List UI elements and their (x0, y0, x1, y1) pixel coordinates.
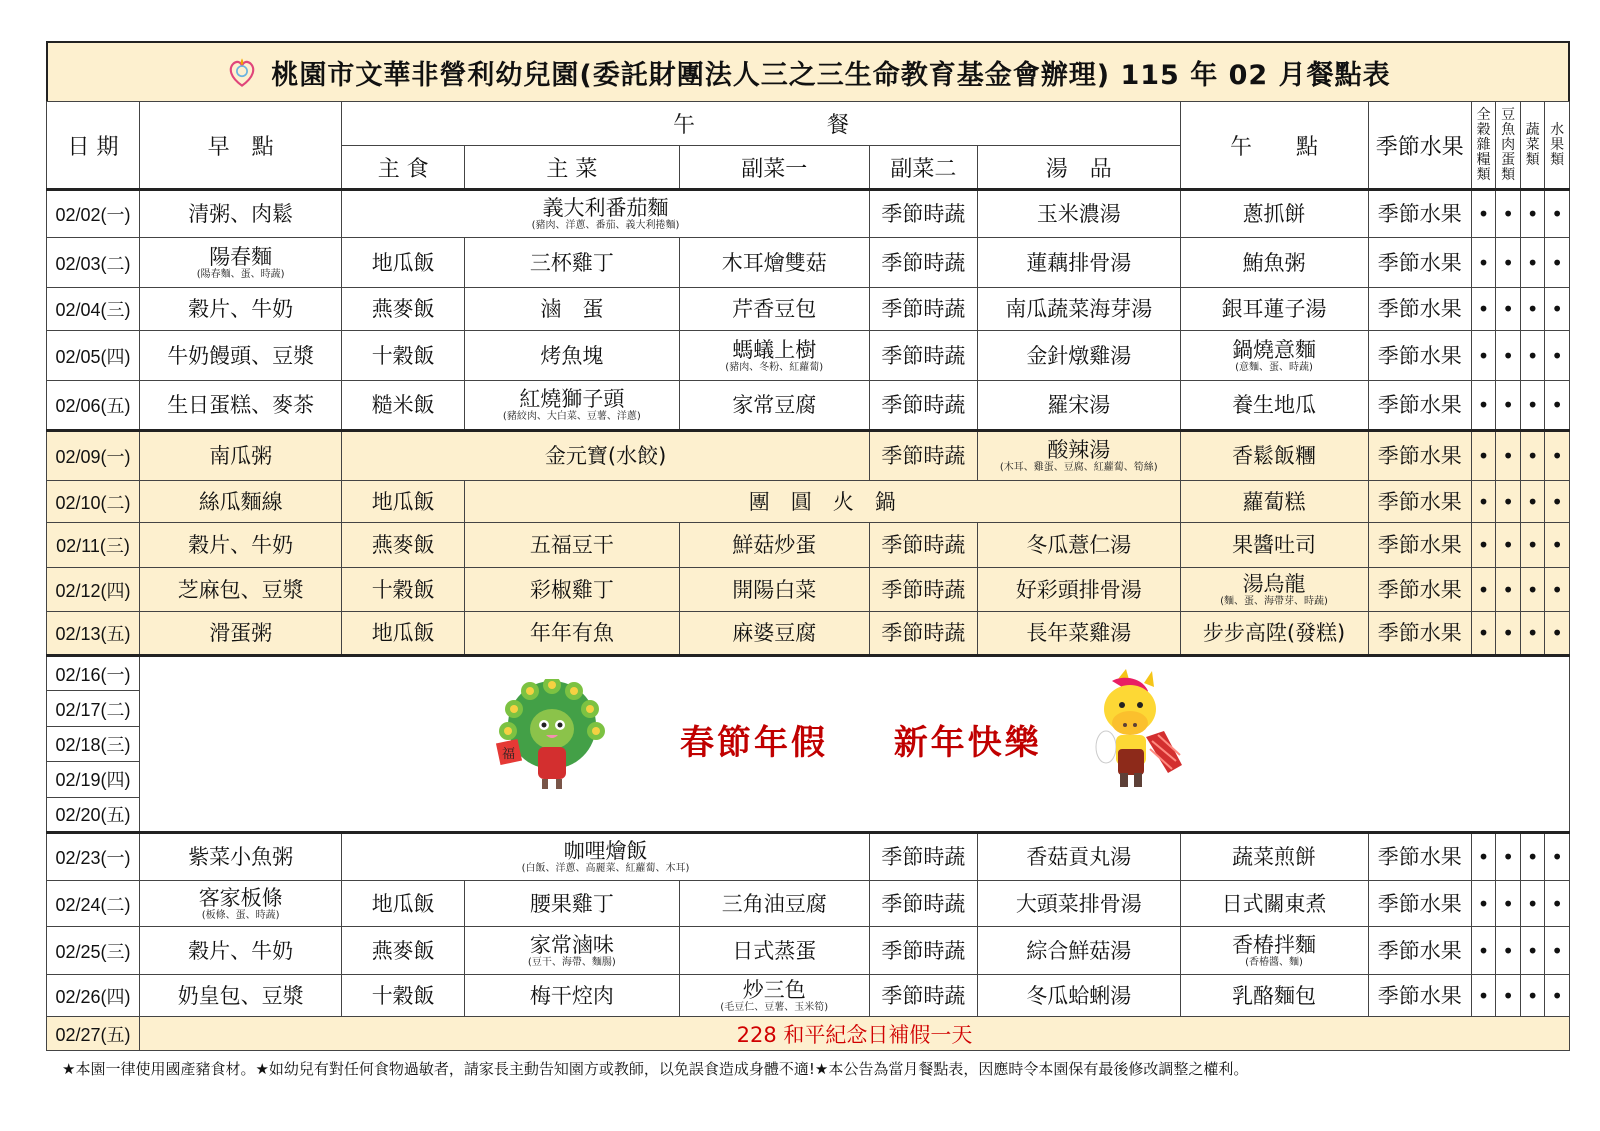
table-row (47, 833, 1570, 881)
snack-cell: 乳酪麵包 (1232, 983, 1317, 1008)
table-row (47, 238, 1570, 288)
date-cell: 02/09(一) (47, 431, 140, 481)
breakfast-cell: 滑蛋粥 (209, 621, 273, 645)
side1-cell: 螞蟻上樹 (732, 337, 817, 362)
peacock-icon (490, 679, 614, 791)
main-dish-cell: 彩椒雞丁 (529, 577, 614, 602)
side2-cell: 季節時蔬 (881, 343, 966, 368)
soup-cell: 大頭菜排骨湯 (1015, 891, 1142, 916)
side1-cell: 麻婆豆腐 (732, 621, 817, 645)
fruit-cell: 季節水果 (1377, 297, 1462, 321)
side2-cell: 季節時蔬 (881, 983, 966, 1008)
side1-cell: 木耳燴雙菇 (721, 250, 827, 275)
page-title: 桃園市文華非營利幼兒園(委託財團法人三之三生命教育基金會辦理) 115 年 02 月餐點表 (271, 59, 1391, 91)
grain-dot: • (1471, 331, 1496, 381)
lunch-combined-cell: 咖哩燴飯 (563, 839, 648, 863)
header-veg: 蔬菜類 (1525, 121, 1540, 168)
lunch-combined-cell: 金元寶(水餃) (544, 444, 667, 468)
date-cell: 02/04(三) (47, 288, 140, 331)
header-soup: 湯 品 (978, 146, 1180, 190)
veg-dot: • (1520, 975, 1545, 1017)
date-cell: 02/12(四) (47, 568, 140, 612)
header-fruit: 季節水果 (1368, 102, 1471, 190)
side1-cell: 開陽白菜 (732, 577, 817, 602)
grain-dot: • (1471, 927, 1496, 975)
snack-cell: 鍋燒意麵 (1232, 337, 1317, 362)
fruit-cell: 季節水果 (1377, 533, 1462, 557)
date-cell: 02/13(五) (47, 612, 140, 656)
table-row (47, 656, 1570, 691)
header-fruit-cat: 水果類 (1550, 121, 1565, 168)
protein-dot: • (1496, 975, 1521, 1017)
date-cell: 02/20(五) (47, 797, 140, 832)
snack-cell: 鮪魚粥 (1242, 250, 1306, 275)
header-protein: 豆魚肉蛋類 (1501, 106, 1516, 183)
holiday-text-newyear: 新年快樂 (893, 723, 1042, 763)
side1-ingredients: (毛豆仁、豆薯、玉米筍) (720, 1001, 829, 1013)
menu-sheet (46, 41, 1570, 1051)
fruit-dot: • (1545, 288, 1570, 331)
side2-cell: 季節時蔬 (881, 202, 966, 226)
fruit-dot: • (1545, 881, 1570, 927)
soup-ingredients: (木耳、雞蛋、豆腐、紅蘿蔔、筍絲) (999, 462, 1158, 473)
header-staple: 主 食 (342, 146, 465, 190)
date-cell: 02/03(二) (47, 238, 140, 288)
veg-dot: • (1520, 238, 1545, 288)
breakfast-cell: 牛奶饅頭、豆漿 (167, 343, 315, 368)
breakfast-cell: 客家板條 (198, 885, 283, 910)
fruit-cell: 季節水果 (1377, 938, 1462, 963)
meal-table (46, 101, 1570, 1051)
date-cell: 02/27(五) (47, 1017, 140, 1051)
header-main-dish: 主 菜 (465, 146, 680, 190)
date-cell: 02/06(五) (47, 381, 140, 431)
snack-cell: 蘿蔔糕 (1242, 489, 1306, 514)
soup-cell: 羅宋湯 (1047, 393, 1111, 417)
fruit-dot: • (1545, 238, 1570, 288)
snack-cell: 果醬吐司 (1232, 533, 1317, 557)
grain-dot: • (1471, 975, 1496, 1017)
holiday-text-spring: 春節年假 (680, 723, 828, 763)
snack-cell: 銀耳蓮子湯 (1221, 297, 1327, 321)
side2-cell: 季節時蔬 (881, 938, 966, 963)
breakfast-cell: 芝麻包、豆漿 (177, 577, 304, 602)
staple-cell: 燕麥飯 (371, 533, 435, 557)
fruit-dot: • (1545, 975, 1570, 1017)
header-breakfast: 早 點 (140, 102, 342, 190)
main-dish-cell: 紅燒獅子頭 (519, 387, 625, 411)
table-row (47, 523, 1570, 568)
fruit-cell: 季節水果 (1377, 577, 1462, 602)
grain-dot: • (1471, 612, 1496, 656)
main-dish-cell: 腰果雞丁 (529, 891, 614, 916)
veg-dot: • (1520, 523, 1545, 568)
staple-cell: 地瓜飯 (371, 250, 435, 275)
protein-dot: • (1496, 523, 1521, 568)
main-dish-cell: 烤魚塊 (540, 343, 604, 368)
snack-cell: 養生地瓜 (1232, 393, 1317, 417)
veg-dot: • (1520, 431, 1545, 481)
protein-dot: • (1496, 568, 1521, 612)
side2-cell: 季節時蔬 (881, 621, 966, 645)
fruit-dot: • (1545, 523, 1570, 568)
soup-cell: 酸辣湯 (1047, 438, 1111, 462)
makeup-holiday-notice: 228 和平紀念日補假一天 (736, 1022, 973, 1047)
side2-cell: 季節時蔬 (881, 444, 966, 468)
date-cell: 02/19(四) (47, 762, 140, 797)
side1-cell: 日式蒸蛋 (732, 938, 817, 963)
header-grain: 全穀雜糧類 (1476, 106, 1491, 183)
breakfast-cell: 穀片、牛奶 (188, 533, 294, 557)
staple-cell: 地瓜飯 (371, 489, 435, 514)
soup-cell: 蓮藕排骨湯 (1026, 250, 1132, 275)
horse-icon (1082, 669, 1194, 799)
veg-dot: • (1520, 568, 1545, 612)
fruit-cell: 季節水果 (1377, 621, 1462, 645)
fruit-dot: • (1545, 833, 1570, 881)
table-row (47, 431, 1570, 481)
protein-dot: • (1496, 190, 1521, 238)
table-row (47, 481, 1570, 523)
breakfast-cell: 絲瓜麵線 (198, 489, 283, 514)
grain-dot: • (1471, 431, 1496, 481)
table-row (47, 975, 1570, 1017)
soup-cell: 南瓜蔬菜海芽湯 (1005, 297, 1153, 321)
side2-cell: 季節時蔬 (881, 250, 966, 275)
date-cell: 02/10(二) (47, 481, 140, 523)
snack-cell: 日式關東煮 (1221, 891, 1327, 916)
grain-dot: • (1471, 523, 1496, 568)
table-row (47, 1017, 1570, 1051)
side2-cell: 季節時蔬 (881, 533, 966, 557)
header-snack: 午 點 (1180, 102, 1368, 190)
breakfast-ingredients: (板條、蛋、時蔬) (201, 909, 280, 921)
fruit-cell: 季節水果 (1377, 202, 1462, 226)
grain-dot: • (1471, 288, 1496, 331)
fruit-dot: • (1545, 481, 1570, 523)
staple-cell: 地瓜飯 (371, 621, 435, 645)
veg-dot: • (1520, 881, 1545, 927)
main-dish-cell: 三杯雞丁 (529, 250, 614, 275)
side1-cell: 炒三色 (742, 977, 806, 1002)
protein-dot: • (1496, 481, 1521, 523)
veg-dot: • (1520, 381, 1545, 431)
snack-cell: 步步高陞(發糕) (1202, 621, 1346, 645)
grain-dot: • (1471, 381, 1496, 431)
fruit-cell: 季節水果 (1377, 343, 1462, 368)
side1-cell: 三角油豆腐 (721, 891, 827, 916)
fortune-badge-text: 福 (502, 747, 516, 762)
table-row (47, 927, 1570, 975)
side1-cell: 家常豆腐 (732, 393, 817, 417)
date-cell: 02/11(三) (47, 523, 140, 568)
table-row (47, 881, 1570, 927)
breakfast-cell: 生日蛋糕、麥茶 (167, 393, 315, 417)
soup-cell: 冬瓜蛤蜊湯 (1026, 983, 1132, 1008)
soup-cell: 金針燉雞湯 (1026, 343, 1132, 368)
fruit-dot: • (1545, 331, 1570, 381)
table-row (47, 568, 1570, 612)
fruit-cell: 季節水果 (1377, 845, 1462, 869)
fruit-dot: • (1545, 568, 1570, 612)
fruit-cell: 季節水果 (1377, 444, 1462, 468)
table-row (47, 381, 1570, 431)
date-cell: 02/23(一) (47, 833, 140, 881)
table-row (47, 612, 1570, 656)
veg-dot: • (1520, 612, 1545, 656)
breakfast-cell: 紫菜小魚粥 (188, 845, 294, 869)
lunch-combined-cell: 義大利番茄麵 (542, 196, 669, 220)
staple-cell: 地瓜飯 (371, 891, 435, 916)
fruit-dot: • (1545, 381, 1570, 431)
soup-cell: 綜合鮮菇湯 (1026, 938, 1132, 963)
main-dish-cell: 年年有魚 (529, 621, 614, 645)
date-cell: 02/05(四) (47, 331, 140, 381)
veg-dot: • (1520, 288, 1545, 331)
snack-ingredients: (意麵、蛋、時蔬) (1235, 361, 1313, 373)
date-cell: 02/16(一) (47, 656, 140, 691)
protein-dot: • (1496, 331, 1521, 381)
breakfast-cell: 奶皇包、豆漿 (177, 983, 304, 1008)
soup-cell: 冬瓜薏仁湯 (1026, 533, 1132, 557)
side2-cell: 季節時蔬 (881, 891, 966, 916)
grain-dot: • (1471, 238, 1496, 288)
header-side1: 副菜一 (679, 146, 869, 190)
fruit-dot: • (1545, 190, 1570, 238)
fruit-cell: 季節水果 (1377, 891, 1462, 916)
protein-dot: • (1496, 288, 1521, 331)
hotpot-cell: 團 圓 火 鍋 (748, 489, 896, 514)
grain-dot: • (1471, 481, 1496, 523)
staple-cell: 燕麥飯 (371, 938, 435, 963)
date-cell: 02/17(二) (47, 691, 140, 726)
breakfast-cell: 穀片、牛奶 (188, 938, 294, 963)
table-row (47, 331, 1570, 381)
fruit-cell: 季節水果 (1377, 983, 1462, 1008)
grain-dot: • (1471, 568, 1496, 612)
breakfast-cell: 穀片、牛奶 (188, 297, 294, 321)
main-ingredients: (豬絞肉、大白菜、豆薯、洋蔥) (502, 411, 641, 422)
staple-cell: 燕麥飯 (371, 297, 435, 321)
side2-cell: 季節時蔬 (881, 393, 966, 417)
date-cell: 02/24(二) (47, 881, 140, 927)
holiday-banner (140, 656, 1570, 833)
header-side2: 副菜二 (869, 146, 977, 190)
fruit-cell: 季節水果 (1377, 393, 1462, 417)
soup-cell: 香菇貢丸湯 (1026, 845, 1132, 869)
breakfast-ingredients: (陽春麵、蛋、時蔬) (196, 268, 285, 280)
protein-dot: • (1496, 833, 1521, 881)
snack-cell: 湯烏龍 (1242, 571, 1306, 596)
date-cell: 02/18(三) (47, 726, 140, 761)
footer-note: ★本園一律使用國產豬食材。★如幼兒有對任何食物過敏者，請家長主動告知園方或教師，以免誤食造成身體不適!★本公告為當月餐點表，因應時令本園保有最後修改調整之權利。 (62, 1060, 1249, 1078)
date-cell: 02/26(四) (47, 975, 140, 1017)
fruit-cell: 季節水果 (1377, 250, 1462, 275)
main-ingredients: (豆干、海帶、麵腸) (527, 956, 616, 968)
snack-ingredients: (麵、蛋、海帶芽、時蔬) (1220, 595, 1328, 607)
fruit-dot: • (1545, 612, 1570, 656)
table-row (47, 288, 1570, 331)
side2-cell: 季節時蔬 (881, 297, 966, 321)
protein-dot: • (1496, 431, 1521, 481)
main-dish-cell: 家常滷味 (529, 932, 614, 957)
title-bar (46, 41, 1570, 101)
grain-dot: • (1471, 833, 1496, 881)
veg-dot: • (1520, 481, 1545, 523)
table-row (47, 190, 1570, 238)
soup-cell: 玉米濃湯 (1036, 202, 1121, 226)
grain-dot: • (1471, 190, 1496, 238)
main-dish-cell: 五福豆干 (529, 533, 614, 557)
fruit-dot: • (1545, 431, 1570, 481)
side2-cell: 季節時蔬 (881, 845, 966, 869)
snack-cell: 蔬菜煎餅 (1232, 845, 1317, 869)
grain-dot: • (1471, 881, 1496, 927)
main-dish-cell: 梅干焢肉 (529, 983, 614, 1008)
staple-cell: 十穀飯 (371, 343, 435, 368)
protein-dot: • (1496, 881, 1521, 927)
header-date: 日 期 (47, 102, 140, 190)
fruit-cell: 季節水果 (1377, 489, 1462, 514)
side1-cell: 芹香豆包 (732, 297, 817, 321)
protein-dot: • (1496, 927, 1521, 975)
snack-ingredients: (香椿醬、麵) (1245, 956, 1303, 968)
date-cell: 02/25(三) (47, 927, 140, 975)
staple-cell: 十穀飯 (371, 983, 435, 1008)
staple-cell: 十穀飯 (371, 577, 435, 602)
veg-dot: • (1520, 331, 1545, 381)
snack-cell: 香椿拌麵 (1232, 932, 1317, 957)
snack-cell: 蔥抓餅 (1242, 202, 1306, 226)
veg-dot: • (1520, 833, 1545, 881)
soup-cell: 好彩頭排骨湯 (1015, 577, 1142, 602)
side2-cell: 季節時蔬 (881, 577, 966, 602)
protein-dot: • (1496, 238, 1521, 288)
soup-cell: 長年菜雞湯 (1026, 621, 1132, 645)
date-cell: 02/02(一) (47, 190, 140, 238)
side1-ingredients: (豬肉、冬粉、紅蘿蔔) (725, 361, 824, 373)
breakfast-cell: 南瓜粥 (209, 444, 273, 468)
staple-cell: 糙米飯 (371, 393, 435, 417)
header-lunch: 午 餐 (342, 102, 1180, 146)
main-dish-cell: 滷 蛋 (540, 297, 604, 321)
veg-dot: • (1520, 927, 1545, 975)
school-logo-icon (225, 55, 259, 89)
breakfast-cell: 清粥、肉鬆 (188, 202, 294, 226)
veg-dot: • (1520, 190, 1545, 238)
fruit-dot: • (1545, 927, 1570, 975)
protein-dot: • (1496, 612, 1521, 656)
protein-dot: • (1496, 381, 1521, 431)
lunch-ingredients: (豬肉、洋蔥、番茄、義大利捲麵) (531, 220, 680, 231)
side1-cell: 鮮菇炒蛋 (732, 533, 817, 557)
snack-cell: 香鬆飯糰 (1232, 444, 1317, 468)
breakfast-cell: 陽春麵 (209, 244, 273, 269)
lunch-ingredients: (白飯、洋蔥、高麗菜、紅蘿蔔、木耳) (521, 863, 690, 874)
